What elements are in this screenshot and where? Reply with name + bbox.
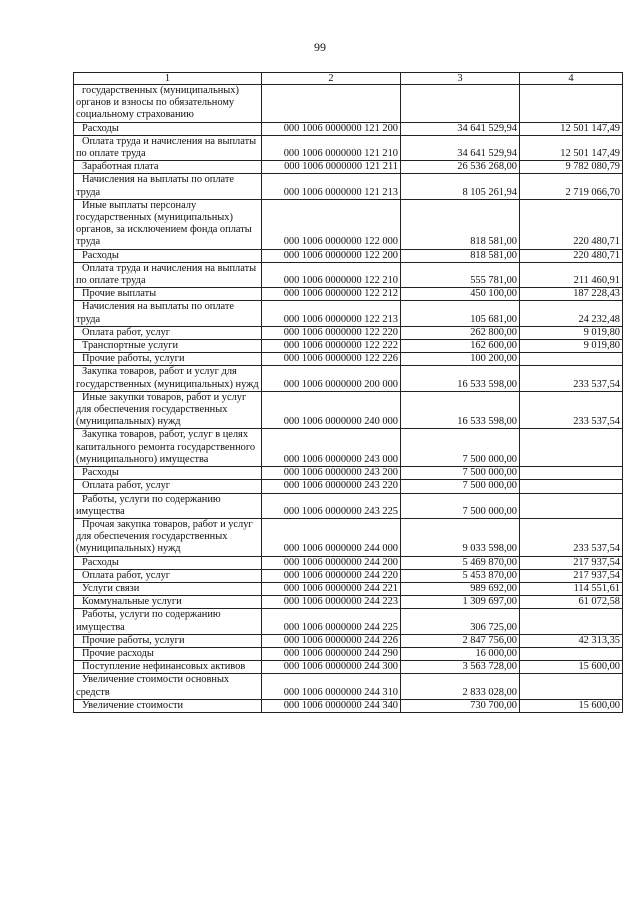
row-value-col3-cell: 162 600,00 bbox=[401, 340, 520, 353]
table-row bbox=[74, 674, 623, 699]
row-name-cell bbox=[74, 493, 262, 518]
row-value-col4-cell bbox=[520, 609, 623, 634]
row-name-cell bbox=[74, 122, 262, 135]
row-value-col4-cell: 220 480,71 bbox=[520, 249, 623, 262]
table-row bbox=[74, 135, 623, 160]
row-value-col4-cell: 12 501 147,49 bbox=[520, 122, 623, 135]
row-code-cell: 000 1006 0000000 122 220 bbox=[262, 326, 401, 339]
row-value-col3-cell: 9 033 598,00 bbox=[401, 518, 520, 556]
row-value-col3-cell: 16 533 598,00 bbox=[401, 366, 520, 391]
table-row bbox=[74, 326, 623, 339]
row-name-cell bbox=[74, 596, 262, 609]
row-name-text: Увеличение стоимости bbox=[82, 699, 184, 711]
row-code-cell bbox=[262, 85, 401, 123]
row-name-text: Оплата труда и начисления на выплаты по оплате труда bbox=[76, 135, 257, 160]
row-value-col4-cell: 233 537,54 bbox=[520, 366, 623, 391]
row-name-cell bbox=[74, 135, 262, 160]
row-name-text: Расходы bbox=[82, 556, 119, 568]
row-name-text: Прочие работы, услуги bbox=[82, 353, 185, 365]
row-name-cell bbox=[74, 582, 262, 595]
row-value-col3-cell: 262 800,00 bbox=[401, 326, 520, 339]
row-value-col4-cell: 61 072,58 bbox=[520, 596, 623, 609]
row-value-col3-cell: 16 000,00 bbox=[401, 647, 520, 660]
row-value-col3-cell: 7 500 000,00 bbox=[401, 493, 520, 518]
row-value-col3-cell: 5 453 870,00 bbox=[401, 569, 520, 582]
row-value-col3-cell: 989 692,00 bbox=[401, 582, 520, 595]
row-value-col4-cell: 187 228,43 bbox=[520, 288, 623, 301]
row-value-col4-cell: 9 019,80 bbox=[520, 326, 623, 339]
table-row bbox=[74, 85, 623, 123]
row-name-text: Прочие расходы bbox=[82, 647, 154, 659]
table-row bbox=[74, 467, 623, 480]
row-value-col3-cell: 555 781,00 bbox=[401, 262, 520, 287]
row-value-col4-cell: 233 537,54 bbox=[520, 391, 623, 429]
row-value-col3-cell: 450 100,00 bbox=[401, 288, 520, 301]
row-value-col3-cell: 818 581,00 bbox=[401, 249, 520, 262]
table-row bbox=[74, 288, 623, 301]
row-value-col4-cell: 9 019,80 bbox=[520, 340, 623, 353]
row-value-col3-cell: 100 200,00 bbox=[401, 353, 520, 366]
table-row bbox=[74, 556, 623, 569]
column-header-1: 1 bbox=[74, 73, 262, 85]
row-name-cell bbox=[74, 480, 262, 493]
row-value-col4-cell bbox=[520, 85, 623, 123]
row-value-col3-cell bbox=[401, 85, 520, 123]
row-value-col3-cell: 16 533 598,00 bbox=[401, 391, 520, 429]
row-code-cell: 000 1006 0000000 122 213 bbox=[262, 301, 401, 326]
table-row bbox=[74, 596, 623, 609]
row-value-col4-cell bbox=[520, 467, 623, 480]
row-name-cell bbox=[74, 569, 262, 582]
row-code-cell: 000 1006 0000000 121 210 bbox=[262, 135, 401, 160]
row-name-text: Коммунальные услуги bbox=[82, 596, 182, 608]
row-value-col3-cell: 34 641 529,94 bbox=[401, 135, 520, 160]
row-code-cell: 000 1006 0000000 122 212 bbox=[262, 288, 401, 301]
table-row bbox=[74, 340, 623, 353]
row-name-text: Иные закупки товаров, работ и услуг для обеспечения государственных (муниципальных) нужд bbox=[76, 391, 247, 428]
row-name-text: Работы, услуги по содержанию имущества bbox=[76, 609, 221, 633]
table-row bbox=[74, 249, 623, 262]
row-name-cell bbox=[74, 353, 262, 366]
row-value-col4-cell bbox=[520, 480, 623, 493]
row-value-col4-cell: 2 719 066,70 bbox=[520, 174, 623, 199]
row-code-cell: 000 1006 0000000 122 200 bbox=[262, 249, 401, 262]
row-value-col4-cell: 24 232,48 bbox=[520, 301, 623, 326]
row-name-cell bbox=[74, 647, 262, 660]
row-code-cell: 000 1006 0000000 121 211 bbox=[262, 161, 401, 174]
row-value-col3-cell: 5 469 870,00 bbox=[401, 556, 520, 569]
row-name-cell bbox=[74, 674, 262, 699]
table-row bbox=[74, 353, 623, 366]
row-code-cell: 000 1006 0000000 243 220 bbox=[262, 480, 401, 493]
row-name-cell bbox=[74, 391, 262, 429]
row-value-col4-cell bbox=[520, 353, 623, 366]
table-row bbox=[74, 174, 623, 199]
row-name-cell bbox=[74, 199, 262, 249]
column-header-4: 4 bbox=[520, 73, 623, 85]
row-value-col4-cell bbox=[520, 429, 623, 467]
row-name-cell bbox=[74, 661, 262, 674]
table-row bbox=[74, 122, 623, 135]
row-value-col4-cell: 217 937,54 bbox=[520, 569, 623, 582]
row-value-col3-cell: 3 563 728,00 bbox=[401, 661, 520, 674]
row-name-text: Оплата труда и начисления на выплаты по оплате труда bbox=[76, 262, 257, 287]
row-code-cell: 000 1006 0000000 244 226 bbox=[262, 634, 401, 647]
row-value-col4-cell: 220 480,71 bbox=[520, 199, 623, 249]
row-value-col3-cell: 34 641 529,94 bbox=[401, 122, 520, 135]
row-name-text: Оплата работ, услуг bbox=[82, 569, 171, 581]
row-name-text: Транспортные услуги bbox=[82, 340, 179, 352]
row-value-col3-cell: 818 581,00 bbox=[401, 199, 520, 249]
row-name-cell bbox=[74, 174, 262, 199]
page-number: 99 bbox=[314, 40, 326, 54]
table-row bbox=[74, 609, 623, 634]
table-row bbox=[74, 366, 623, 391]
row-value-col3-cell: 7 500 000,00 bbox=[401, 429, 520, 467]
table-row bbox=[74, 699, 623, 712]
row-value-col4-cell: 114 551,61 bbox=[520, 582, 623, 595]
row-value-col4-cell: 233 537,54 bbox=[520, 518, 623, 556]
row-name-text: Оплата работ, услуг bbox=[82, 480, 171, 492]
row-name-text: Закупка товаров, работ и услуг для государственных (муниципальных) нужд bbox=[76, 366, 259, 390]
row-name-cell bbox=[74, 326, 262, 339]
table-row bbox=[74, 391, 623, 429]
row-code-cell: 000 1006 0000000 122 222 bbox=[262, 340, 401, 353]
row-code-cell: 000 1006 0000000 121 213 bbox=[262, 174, 401, 199]
row-value-col3-cell: 2 847 756,00 bbox=[401, 634, 520, 647]
row-code-cell: 000 1006 0000000 121 200 bbox=[262, 122, 401, 135]
row-name-cell bbox=[74, 518, 262, 556]
table-row bbox=[74, 262, 623, 287]
row-name-text: Поступление нефинансовых активов bbox=[82, 661, 246, 673]
row-value-col3-cell: 7 500 000,00 bbox=[401, 480, 520, 493]
table-row bbox=[74, 634, 623, 647]
row-value-col4-cell: 15 600,00 bbox=[520, 699, 623, 712]
row-value-col4-cell bbox=[520, 493, 623, 518]
row-code-cell: 000 1006 0000000 244 340 bbox=[262, 699, 401, 712]
table-row bbox=[74, 647, 623, 660]
table-row bbox=[74, 199, 623, 249]
row-value-col3-cell: 2 833 028,00 bbox=[401, 674, 520, 699]
row-name-text: Прочие выплаты bbox=[82, 288, 157, 300]
table-row bbox=[74, 480, 623, 493]
row-value-col4-cell bbox=[520, 674, 623, 699]
row-value-col3-cell: 7 500 000,00 bbox=[401, 467, 520, 480]
row-name-text: Расходы bbox=[82, 467, 119, 479]
table-row bbox=[74, 661, 623, 674]
table-row bbox=[74, 301, 623, 326]
row-name-cell bbox=[74, 340, 262, 353]
row-code-cell: 000 1006 0000000 240 000 bbox=[262, 391, 401, 429]
row-value-col4-cell: 42 313,35 bbox=[520, 634, 623, 647]
row-name-text: Увеличение стоимости основных средств bbox=[76, 674, 230, 698]
row-code-cell: 000 1006 0000000 122 210 bbox=[262, 262, 401, 287]
row-code-cell: 000 1006 0000000 244 220 bbox=[262, 569, 401, 582]
row-code-cell: 000 1006 0000000 244 200 bbox=[262, 556, 401, 569]
row-name-cell bbox=[74, 366, 262, 391]
table-row bbox=[74, 569, 623, 582]
row-value-col4-cell: 12 501 147,49 bbox=[520, 135, 623, 160]
row-value-col4-cell: 9 782 080,79 bbox=[520, 161, 623, 174]
row-name-text: Иные выплаты персоналу государственных (муниципальных) органов, за исключением фонда оплаты труда bbox=[76, 199, 252, 248]
row-value-col3-cell: 1 309 697,00 bbox=[401, 596, 520, 609]
row-code-cell: 000 1006 0000000 243 000 bbox=[262, 429, 401, 467]
row-name-text: Начисления на выплаты по оплате труда bbox=[76, 301, 235, 325]
row-code-cell: 000 1006 0000000 244 300 bbox=[262, 661, 401, 674]
table-row bbox=[74, 582, 623, 595]
row-name-text: Начисления на выплаты по оплате труда bbox=[76, 174, 235, 198]
row-code-cell: 000 1006 0000000 122 226 bbox=[262, 353, 401, 366]
row-name-text: Работы, услуги по содержанию имущества bbox=[76, 493, 221, 517]
row-value-col4-cell bbox=[520, 647, 623, 660]
row-code-cell: 000 1006 0000000 243 200 bbox=[262, 467, 401, 480]
row-code-cell: 000 1006 0000000 200 000 bbox=[262, 366, 401, 391]
row-value-col4-cell: 15 600,00 bbox=[520, 661, 623, 674]
row-name-cell bbox=[74, 249, 262, 262]
row-name-cell bbox=[74, 699, 262, 712]
row-value-col4-cell: 217 937,54 bbox=[520, 556, 623, 569]
row-name-text: Услуги связи bbox=[82, 582, 140, 594]
table-row bbox=[74, 493, 623, 518]
row-value-col4-cell: 211 460,91 bbox=[520, 262, 623, 287]
row-name-cell bbox=[74, 301, 262, 326]
column-header-3: 3 bbox=[401, 73, 520, 85]
table-row bbox=[74, 161, 623, 174]
row-name-cell bbox=[74, 288, 262, 301]
table-header-row bbox=[74, 73, 623, 85]
row-code-cell: 000 1006 0000000 244 290 bbox=[262, 647, 401, 660]
row-name-text: Прочая закупка товаров, работ и услуг для обеспечения государственных (муниципальных) нужд bbox=[76, 518, 253, 555]
row-value-col3-cell: 8 105 261,94 bbox=[401, 174, 520, 199]
row-code-cell: 000 1006 0000000 244 225 bbox=[262, 609, 401, 634]
row-value-col3-cell: 306 725,00 bbox=[401, 609, 520, 634]
row-name-cell bbox=[74, 161, 262, 174]
row-name-text: Расходы bbox=[82, 249, 119, 261]
row-name-cell bbox=[74, 429, 262, 467]
row-name-text: государственных (муниципальных) органов и взносы по обязательному социальному страхованию bbox=[76, 85, 239, 121]
row-code-cell: 000 1006 0000000 122 000 bbox=[262, 199, 401, 249]
row-name-text: Заработная плата bbox=[82, 161, 159, 173]
row-name-text: Прочие работы, услуги bbox=[82, 634, 185, 646]
row-name-text: Закупка товаров, работ, услуг в целях капитального ремонта государственного (муниципального) имущества bbox=[76, 429, 256, 465]
row-value-col3-cell: 26 536 268,00 bbox=[401, 161, 520, 174]
row-code-cell: 000 1006 0000000 244 310 bbox=[262, 674, 401, 699]
row-value-col3-cell: 105 681,00 bbox=[401, 301, 520, 326]
row-code-cell: 000 1006 0000000 243 225 bbox=[262, 493, 401, 518]
row-name-cell bbox=[74, 467, 262, 480]
row-name-text: Расходы bbox=[82, 122, 119, 134]
table-row bbox=[74, 518, 623, 556]
row-name-text: Оплата работ, услуг bbox=[82, 326, 171, 338]
row-value-col3-cell: 730 700,00 bbox=[401, 699, 520, 712]
row-code-cell: 000 1006 0000000 244 000 bbox=[262, 518, 401, 556]
column-header-2: 2 bbox=[262, 73, 401, 85]
table-row bbox=[74, 429, 623, 467]
row-name-cell bbox=[74, 262, 262, 287]
row-name-cell bbox=[74, 556, 262, 569]
row-code-cell: 000 1006 0000000 244 221 bbox=[262, 582, 401, 595]
row-name-cell bbox=[74, 85, 262, 123]
budget-table bbox=[73, 72, 623, 713]
row-name-cell bbox=[74, 634, 262, 647]
row-name-cell bbox=[74, 609, 262, 634]
row-code-cell: 000 1006 0000000 244 223 bbox=[262, 596, 401, 609]
